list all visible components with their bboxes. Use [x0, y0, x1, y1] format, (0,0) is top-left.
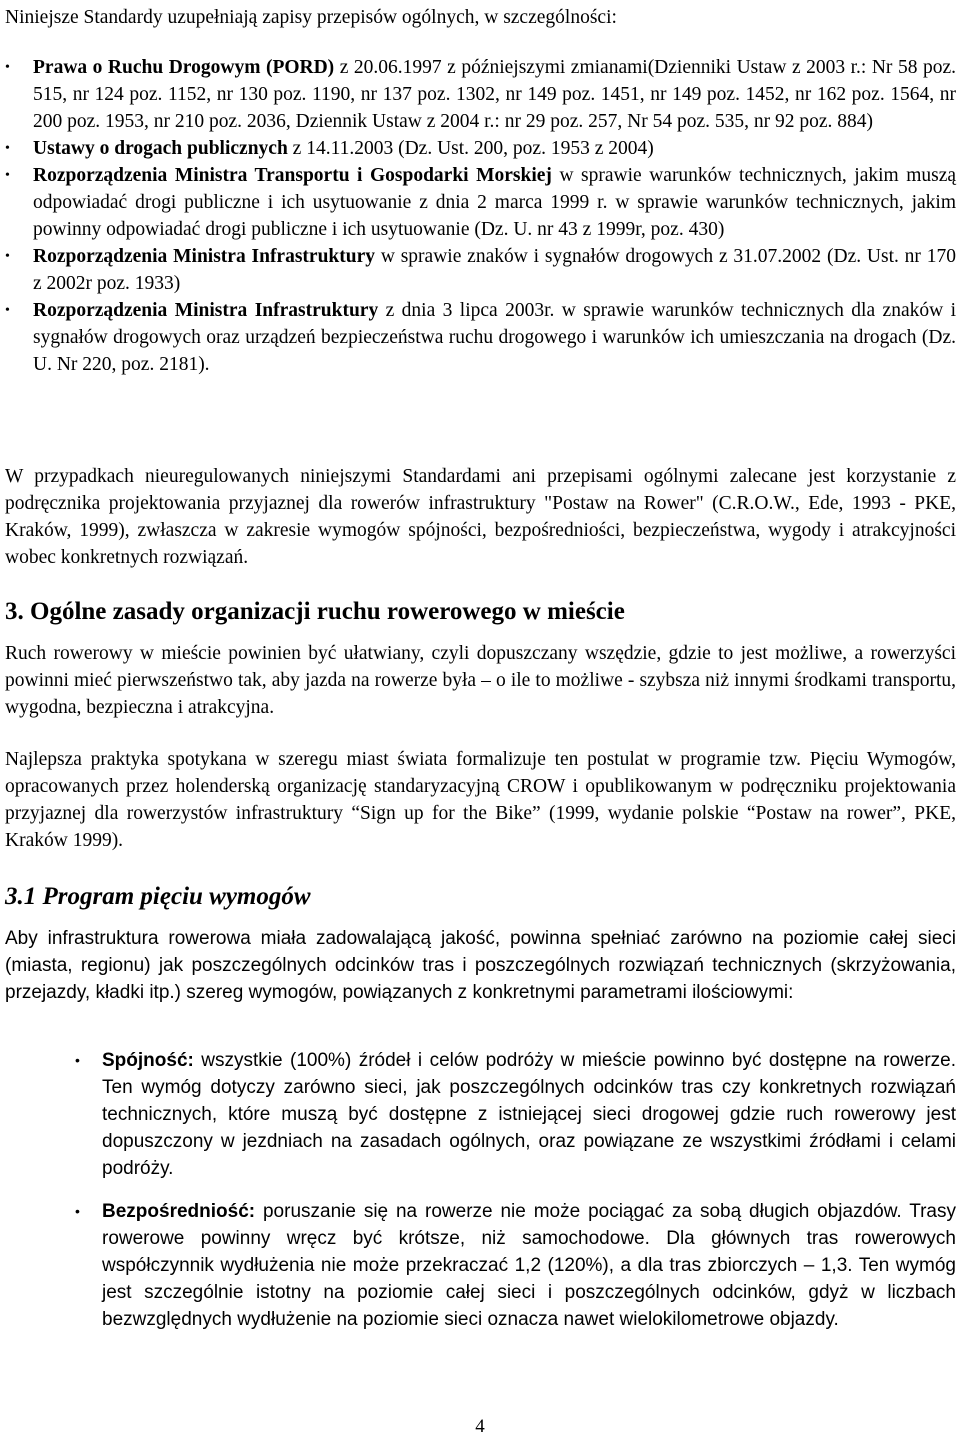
item-text: z 14.11.2003 (Dz. Ust. 200, poz. 1953 z 2004): [287, 138, 654, 159]
item-text: z 20.06.1997 z późniejszymi zmianami(Dzienniki Ustaw z 2003 r.: Nr 58 poz. 515, nr 124 poz. 1152, nr 130 poz. 1190, nr 137 poz. 1302, nr 149 poz. 1451, nr 149 poz. 1452, nr 162 poz. 1564, nr 200 poz. 1953, nr 210 poz. 2036, Dziennik Ustaw z 2004 r.: nr 29 poz. 257, Nr 54 poz. 535, nr 92 poz. 884): [33, 57, 956, 132]
intro-text: Niniejsze Standardy uzupełniają zapisy przepisów ogólnych, w szczególności:: [5, 7, 617, 28]
unregulated-paragraph: W przypadkach nieuregulowanych niniejszymi Standardami ani przepisami ogólnymi zalecane jest korzystanie z podręcznika projektowania przyjaznej dla rowerów infrastruktury "Postaw na Rower" (C.R.O.W., Ede, 1993 - PKE, Kraków, 1999), zwłaszcza w zakresie wymogów spójności, bezpośredniości, bezpieczeństwa, wygody i atrakcyjności wobec konkretnych rozwiązań.: [5, 466, 956, 568]
practice-paragraph: Najlepsza praktyka spotykana w szeregu miast świata formalizuje ten postulat w programie tzw. Pięciu Wymogów, opracowanych przez holenderską organizację standaryzacyjną CROW i opublikowanym w podręczniku projektowania przyjaznej dla rowerzystów infrastruktury “Sign up for the Bike” (1999, wydanie polskie “Postaw na rower”, PKE, Kraków 1999).: [5, 749, 956, 851]
item-text: wszystkie (100%) źródeł i celów podróży w mieście powinno być dostępne na rowerze. Ten wymóg dotyczy zarówno sieci, jak poszczególnych odcinków tras czy konkretnych rozwiązań technicznych, które muszą być dostępne z istniejącej sieci drogowej gdzie ruch rowerowy jest dopuszczony w jezdniach na zasadach ogólnych, oraz powiązane ze wszystkimi źródłami i celami podróży.: [102, 1050, 956, 1179]
item-title: Prawa o Ruchu Drogowym (PORD): [33, 57, 335, 78]
item-title: Spójność:: [102, 1050, 194, 1071]
section-3-heading: 3. Ogólne zasady organizacji ruchu rowerowego w mieście: [5, 598, 625, 625]
item-title: Rozporządzenia Ministra Infrastruktury: [33, 300, 379, 321]
item-text: poruszanie się na rowerze nie może pociągać za sobą długich objazdów. Trasy rowerowe powinny wręcz być krótsze, niż samochodowe. Dla głównych tras rowerowych współczynnik wydłużenia nie może przekraczać 1,2 (120%), a dla tras zbiorczych – 1,3. Ten wymóg jest szczególnie istotny na poziomie całej sieci i poszczególnych odcinków, gdyż w liczbach bezwzględnych wydłużenie na poziomie sieci oznacza nawet wielokilometrowe objazdy.: [102, 1201, 956, 1330]
list-item: [5, 162, 956, 243]
infrastructure-paragraph: Aby infrastruktura rowerowa miała zadowalającą jakość, powinna spełniać zarówno na poziomie całej sieci (miasta, regionu) jak poszczególnych odcinków tras i poszczególnych rozwiązań technicznych (skrzyżowania, przejazdy, kładki itp.) szereg wymogów, powiązanych z konkretnymi parametrami ilościowymi:: [5, 928, 956, 1003]
section-3-1-heading: 3.1 Program pięciu wymogów: [5, 883, 311, 910]
legal-acts-list: [5, 54, 956, 378]
list-item: [5, 243, 956, 297]
list-item: [5, 1198, 956, 1333]
item-title: Rozporządzenia Ministra Infrastruktury: [33, 246, 376, 267]
item-text: z dnia 3 lipca 2003r. w sprawie warunków technicznych dla znaków i sygnałów drogowych oraz urządzeń bezpieczeństwa ruchu drogowego i warunków ich umieszczania na drogach (Dz. U. Nr 220, poz. 2181).: [33, 300, 956, 375]
page-number: 4: [475, 1416, 485, 1437]
item-text: w sprawie znaków i sygnałów drogowych z 31.07.2002 (Dz. Ust. nr 170 z 2002r poz. 1933): [33, 246, 956, 294]
list-item: [5, 135, 956, 162]
list-item: [5, 1047, 956, 1182]
item-title: Ustawy o drogach publicznych: [33, 138, 288, 159]
list-item: [5, 297, 956, 378]
requirements-list: [5, 1047, 956, 1333]
item-title: Bezpośredniość:: [102, 1201, 256, 1222]
list-item: [5, 54, 956, 135]
traffic-paragraph: Ruch rowerowy w mieście powinien być ułatwiany, czyli dopuszczany wszędzie, gdzie to jest możliwe, a rowerzyści powinni mieć pierwszeństwo tak, aby jazda na rowerze była – o ile to możliwe - szybsza niż innymi środkami transportu, wygodna, bezpieczna i atrakcyjna.: [5, 643, 956, 718]
item-title: Rozporządzenia Ministra Transportu i Gospodarki Morskiej: [33, 165, 552, 186]
item-text: w sprawie warunków technicznych, jakim muszą odpowiadać drogi publiczne i ich usytuowanie z dnia 2 marca 1999 r. w sprawie warunków technicznych, jakim powinny odpowiadać drogi publiczne i ich usytuowanie (Dz. U. nr 43 z 1999r, poz. 430): [33, 165, 957, 240]
